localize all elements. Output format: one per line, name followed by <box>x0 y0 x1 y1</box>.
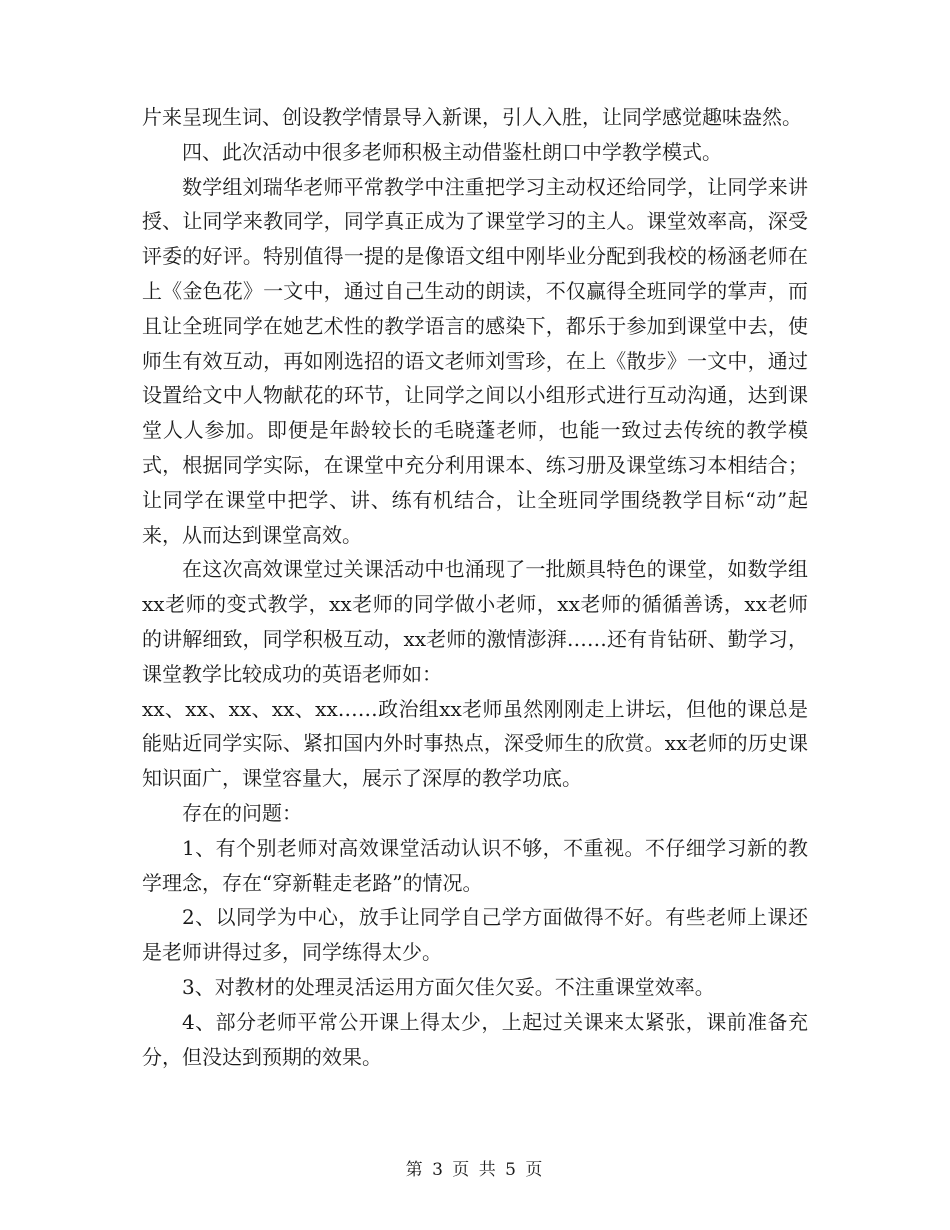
paragraph: 数学组刘瑞华老师平常教学中注重把学习主动权还给同学，让同学来讲授、让同学来教同学，同学真正成为了课堂学习的主人。课堂效率高，深受评委的好评。特别值得一提的是像语文组中刚毕业分配到我校的杨涵老师在上《金色花》一文中，通过自己生动的朗读，不仅赢得全班同学的掌声，而且让全班同学在她艺术性的教学语言的感染下，都乐于参加到课堂中去，使师生有效互动，再如刚选招的语文老师刘雪珍，在上《散步》一文中，通过设置给文中人物献花的环节，让同学之间以小组形式进行互动沟通，达到课堂人人参加。即便是年龄较长的毛晓蓬老师，也能一致过去传统的教学模式，根据同学实际，在课堂中充分利用课本、练习册及课堂练习本相结合；让同学在课堂中把学、讲、练有机结合，让全班同学围绕教学目标“动”起来，从而达到课堂高效。 <box>142 174 808 547</box>
section-heading-problems: 存在的问题： <box>182 800 302 825</box>
paragraph: 在这次高效课堂过关课活动中也涌现了一批颇具特色的课堂，如数学组xx老师的变式教学，xx老师的同学做小老师，xx老师的循循善诱，xx老师的讲解细致，同学积极互动，xx老师的激情澎湃……还有肯钻研、勤学习，课堂教学比较成功的英语老师如： <box>142 557 808 686</box>
paragraph: xx、xx、xx、xx、xx……政治组xx老师虽然刚刚走上讲坛，但他的课总是能贴近同学实际、紧扣国内外时事热点，深受师生的欣赏。xx老师的历史课知识面广，课堂容量大，展示了深厚的教学功底。 <box>142 696 808 791</box>
list-item: 1、有个别老师对高效课堂活动认识不够，不重视。不仔细学习新的教学理念，存在“穿新鞋走老路”的情况。 <box>142 835 808 895</box>
list-item: 4、部分老师平常公开课上得太少，上起过关课来太紧张，课前准备充分，但没达到预期的效果。 <box>142 1009 808 1069</box>
paragraph-heading-four: 四、此次活动中很多老师积极主动借鉴杜朗口中学教学模式。 <box>182 139 722 164</box>
list-item: 2、以同学为中心，放手让同学自己学方面做得不好。有些老师上课还是老师讲得过多，同学练得太少。 <box>142 905 808 965</box>
paragraph: 片来呈现生词、创设教学情景导入新课，引人入胜，让同学感觉趣味盎然。 <box>142 105 802 129</box>
list-item: 3、对教材的处理灵活运用方面欠佳欠妥。不注重课堂效率。 <box>182 974 715 999</box>
page-number-footer: 第 3 页 共 5 页 <box>405 1160 545 1180</box>
document-body <box>142 100 808 1074</box>
